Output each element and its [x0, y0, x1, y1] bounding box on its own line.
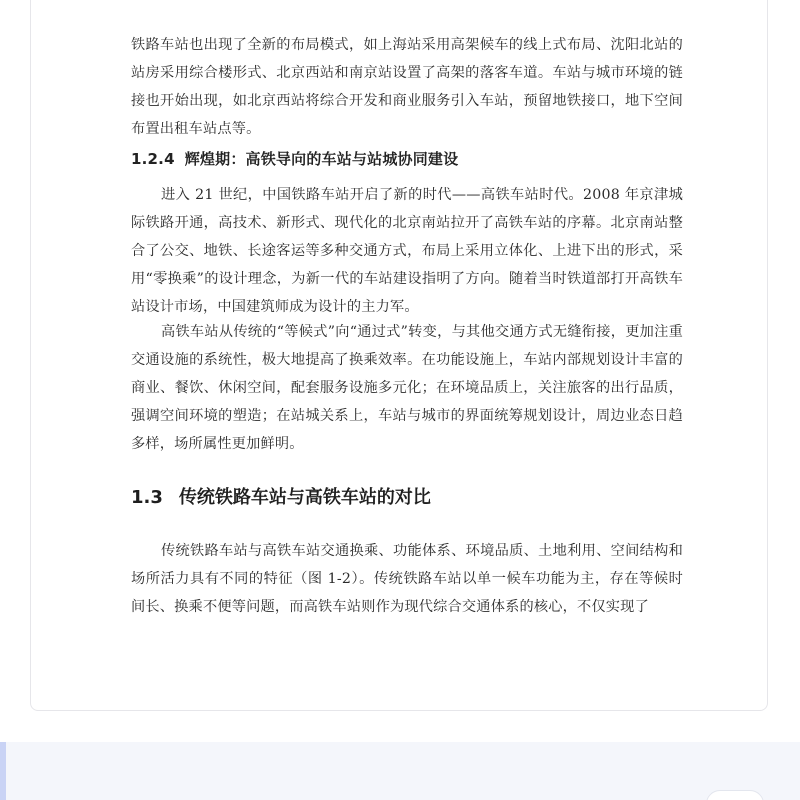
- paragraph: 高铁车站从传统的“等候式”向“通过式”转变，与其他交通方式无缝衔接，更加注重交通设施的系统性，极大地提高了换乘效率。在功能设施上，车站内部规划设计丰富的商业、餐饮、休闲空间，配套服务设施多元化；在环境品质上，关注旅客的出行品质，强调空间环境的塑造；在站城关系上，车站与城市的界面统筹规划设计，周边业态日趋多样，场所属性更加鲜明。: [131, 324, 683, 452]
- section-number: 1.3: [131, 487, 163, 508]
- page-control-button[interactable]: [706, 790, 764, 800]
- accent-bar: [0, 742, 6, 800]
- section-title: 辉煌期：高铁导向的车站与站城协同建设: [184, 150, 459, 168]
- section-heading-1-3: [131, 486, 431, 510]
- section-heading-1-2-4: [131, 149, 458, 169]
- paragraph: 传统铁路车站与高铁车站交通换乘、功能体系、环境品质、土地利用、空间结构和场所活力具有不同的特征（图 1-2）。传统铁路车站以单一候车功能为主，存在等候时间长、换乘不便等问题，而高铁车站则作为现代综合交通体系的核心，不仅实现了: [131, 543, 683, 615]
- section-number: 1.2.4: [131, 150, 175, 168]
- paragraph: 进入 21 世纪，中国铁路车站开启了新的时代——高铁车站时代。2008 年京津城际铁路开通，高技术、新形式、现代化的北京南站拉开了高铁车站的序幕。北京南站整合了公交、地铁、长途客运等多种交通方式，布局上采用立体化、上进下出的形式，采用“零换乘”的设计理念，为新一代的车站建设指明了方向。随着当时铁道部打开高铁车站设计市场，中国建筑师成为设计的主力军。: [131, 187, 683, 315]
- document-page: [30, 0, 768, 711]
- paragraph: 铁路车站也出现了全新的布局模式，如上海站采用高架候车的线上式布局、沈阳北站的站房采用综合楼形式、北京西站和南京站设置了高架的落客车道。车站与城市环境的链接也开始出现，如北京西站将综合开发和商业服务引入车站，预留地铁接口，地下空间布置出租车站点等。: [131, 37, 683, 137]
- next-page-area: [0, 742, 800, 800]
- section-title: 传统铁路车站与高铁车站的对比: [178, 487, 431, 508]
